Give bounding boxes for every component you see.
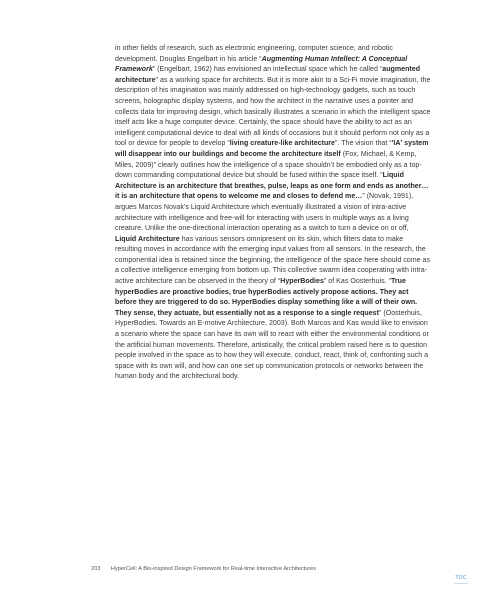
text-run: ” (Engelbart, 1962) has envisioned an intellectual space which he called “ xyxy=(152,66,383,74)
term-hyperbodies: HyperBodies xyxy=(280,278,324,286)
page-footer xyxy=(91,566,316,572)
text-run: ” as a working space for architects. But it is more akin to a Sci-Fi movie imagination, the description of his imagination was mainly addressed on high-technology gadgets, such as touch screens, holographic display systems, and how the architect in the narrative uses a pointer and collects data for improving design, which basically illustrates a scenario in which the intelligent space itself acts like a huge computer device. Certainly, the space should have the ability to act as an intelligent computational device to deal with all kinds of occasions but it should perform not only as a tool or device for people to develop “ xyxy=(115,76,431,148)
page-number: 203 xyxy=(91,566,101,572)
text-run: in other fields of research, such as electronic engineering, computer science, and robotic development. Douglas Engelbart in his article “ xyxy=(115,45,393,63)
text-run: ”. The vision that “ xyxy=(335,140,392,148)
toc-label[interactable]: TOC xyxy=(455,575,467,581)
quote-ia-system: 'IA' system will disappear into our buildings and become the architecture itself xyxy=(115,140,429,158)
running-title: HyperCell: A Bio-inspired Design Framework for Real-time Interactive Architectures xyxy=(110,566,317,572)
text-run: ” (Novak, 1991), argues Marcos Novak’s Liquid Architecture which eventually illustrated a vision of intra-active architecture with intelligence and free-will for interacting with users in multiple ways as a living creature. Unlike the one-directional interaction operating as a switch to turn a device on or off, xyxy=(115,193,414,233)
term-living-creature: living creature-like architecture xyxy=(229,140,335,148)
toc-underline xyxy=(454,583,468,584)
quote-liquid-architecture: Liquid Architecture is an architecture that breathes, pulse, leaps as one form and ends as another…it is an architecture that opens to welcome me and closes to defend me… xyxy=(115,172,429,201)
term-augmented-architecture: augmented architecture xyxy=(115,66,421,84)
text-run: has various sensors omnipresent on its skin, which filters data to make resulting moves in accordance with the emerging input values from all sensors. In the research, the componential idea is retained since the beginning, the intelligence of the space here should come as a collective intelligence emerging from bottom up. This collective swarm idea cooperating with intra-active architecture can be observed in the theory of “ xyxy=(115,235,431,286)
article-title: Augmenting Human Intellect: A Conceptual Framework xyxy=(115,55,408,74)
text-run: ” of Kas Oosterhuis. “ xyxy=(323,278,391,286)
text-run: ” (Oosterhuis, HyperBodies. Towards an E-motive Architecture, 2003). Both Marcos and Kas would like to envision a scenario where the space can have its own will to react with either the environmental conditions or the artificial human movements. Therefore, artistically, the critical problem raised here is to question people involved in the space as to how they will execute, conduct, react, think of, confronting such a space with its own will, and how can one set up communication protocols or networks between the human body and the architectural body. xyxy=(115,309,429,381)
body-paragraph xyxy=(115,44,431,383)
quote-hyperbodies: True hyperBodies are proactive bodies, true hyperBodies actively propose actions. They act before they are triggered to do so. HyperBodies display something like a will of their own. They sense, they actuate, but essentially not as a response to a single request xyxy=(115,278,418,317)
term-liquid-architecture: Liquid Architecture xyxy=(115,235,180,243)
toc-link[interactable] xyxy=(454,575,468,584)
text-run: (Fox, Michael, & Kemp, Miles, 2009)” clearly outlines how the intelligence of a space shouldn’t be embodied only as a top-down commanding computational device but should be fused within the space itself. “ xyxy=(115,150,422,180)
